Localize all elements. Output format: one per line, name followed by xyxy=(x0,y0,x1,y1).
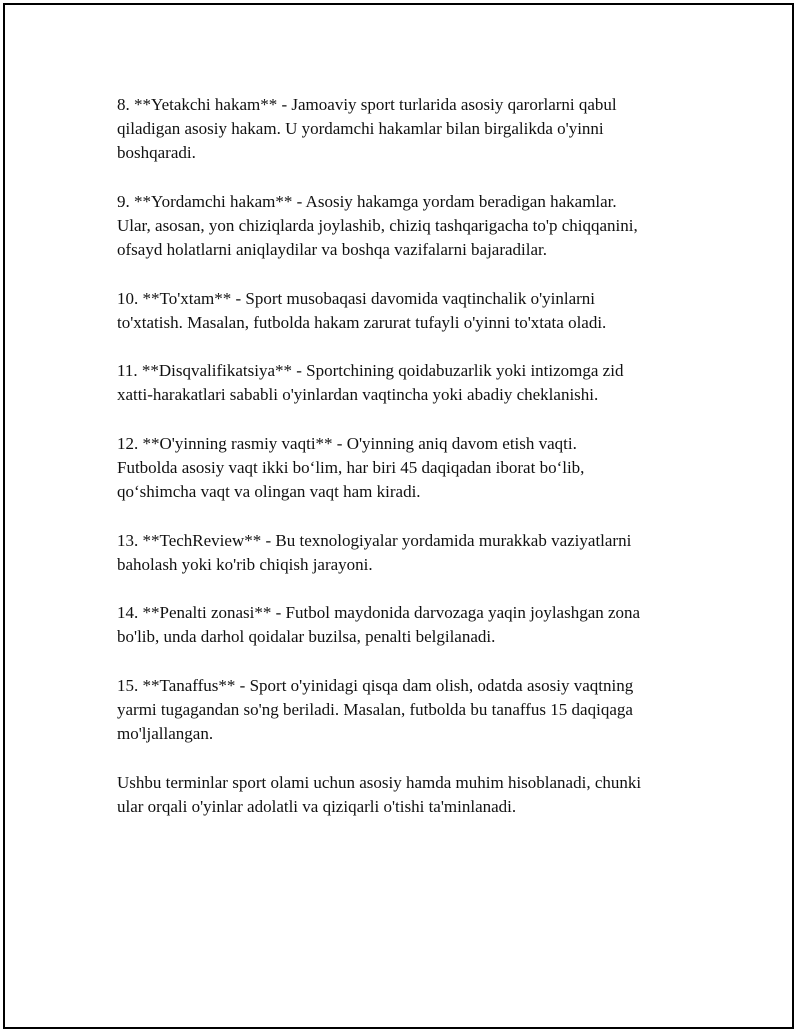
term-item-12: 12. **O'yinning rasmiy vaqti** - O'yinning aniq davom etish vaqti. Futbolda asosiy vaqt ikki bo‘lim, har biri 45 daqiqadan iborat bo‘lib, qo‘shimcha vaqt va olingan vaqt ham kiradi. xyxy=(117,433,585,502)
term-item-15: 15. **Tanaffus** - Sport o'yinidagi qisqa dam olish, odatda asosiy vaqtning yarmi tugagandan so'ng beriladi. Masalan, futbolda bu tanaffus 15 daqiqaga mo'ljallangan. xyxy=(117,675,634,744)
document-body xyxy=(117,93,707,843)
term-item-8: 8. **Yetakchi hakam** - Jamoaviy sport turlarida asosiy qarorlarni qabul qiladigan asosiy hakam. U yordamchi hakamlar bilan birgalikda o'yinni boshqaradi. xyxy=(117,95,617,163)
conclusion-paragraph: Ushbu terminlar sport olami uchun asosiy hamda muhim hisoblanadi, chunki ular orqali o'yinlar adolatli va qiziqarli o'tishi ta'minlanadi. xyxy=(117,772,642,816)
term-item-14: 14. **Penalti zonasi** - Futbol maydonida darvozaga yaqin joylashgan zona bo'lib, unda darhol qoidalar buzilsa, penalti belgilanadi. xyxy=(117,603,641,647)
term-item-11: 11. **Disqvalifikatsiya** - Sportchining qoidabuzarlik yoki intizomga zid xatti-harakatlari sababli o'yinlardan vaqtincha yoki abadiy cheklanishi. xyxy=(117,361,624,405)
term-item-9: 9. **Yordamchi hakam** - Asosiy hakamga yordam beradigan hakamlar. Ular, asosan, yon chiziqlarda joylashib, chiziq tashqarigacha to'p chiqqanini, ofsayd holatlarni aniqlaydilar va boshqa vazifalarni bajaradilar. xyxy=(117,191,638,260)
term-item-10: 10. **To'xtam** - Sport musobaqasi davomida vaqtinchalik o'yinlarni to'xtatish. Masalan, futbolda hakam zarurat tufayli o'yinni to'xtata oladi. xyxy=(117,288,607,332)
term-item-13: 13. **TechReview** - Bu texnologiyalar yordamida murakkab vaziyatlarni baholash yoki ko'rib chiqish jarayoni. xyxy=(117,530,632,574)
